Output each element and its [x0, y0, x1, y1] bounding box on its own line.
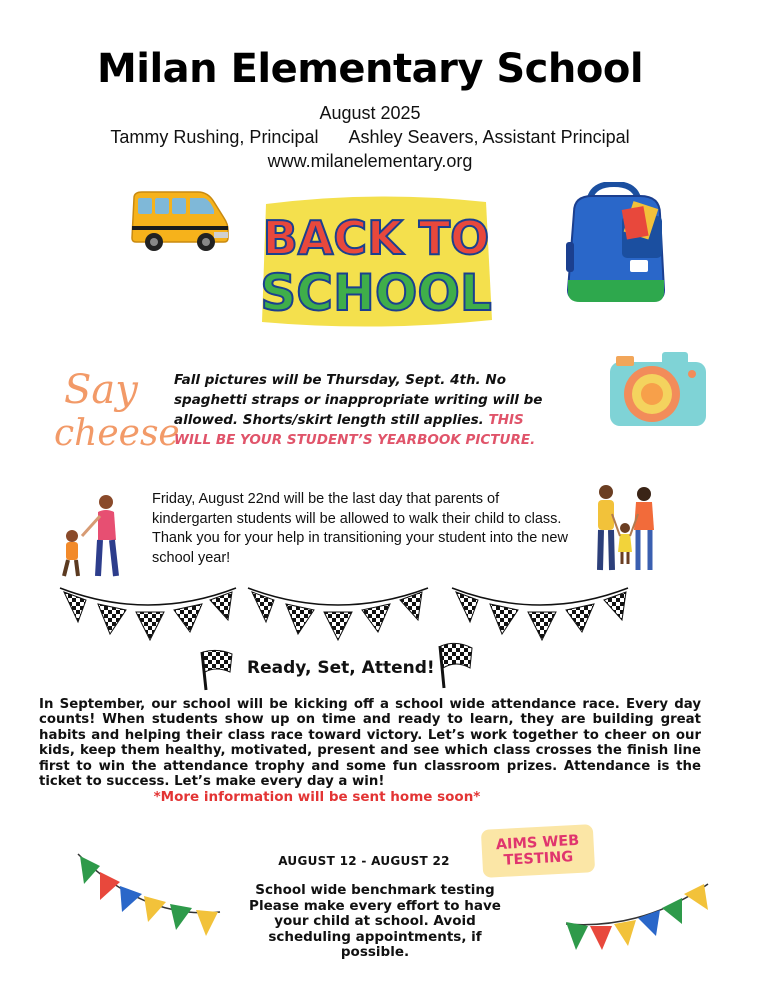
school-text: SCHOOL — [260, 264, 492, 322]
family-icon — [590, 484, 662, 574]
school-bus-icon — [128, 188, 232, 254]
pictures-notice-text: Fall pictures will be Thursday, Sept. 4th. No spaghetti straps or inappropriate writing will be allowed. Shorts/skirt length still applies. — [174, 372, 543, 428]
principal-name: Tammy Rushing, Principal — [110, 127, 319, 147]
newsletter-date: August 2025 — [319, 103, 421, 123]
camera-icon — [606, 346, 710, 430]
page-title: Milan Elementary School — [96, 46, 644, 92]
aims-web-badge — [481, 824, 595, 878]
assistant-principal-name: Ashley Seavers, Assistant Principal — [348, 127, 630, 147]
school-website: www.milanelementary.org — [267, 151, 473, 171]
testing-text: TESTING — [503, 849, 574, 869]
testing-body: School wide benchmark testing Please make every effort to have your child at school. Avoid scheduling appointments, if possible. — [249, 882, 501, 960]
back-to-school-graphic — [256, 194, 496, 330]
colored-bunting-right — [562, 880, 712, 956]
pictures-notice — [174, 370, 564, 450]
say-cheese-graphic — [48, 367, 180, 466]
say-text: Say — [64, 367, 138, 413]
more-info-note: *More information will be sent home soon* — [153, 789, 481, 805]
attendance-body: In September, our school will be kicking off a school wide attendance race. Every day counts! When students show up on time and ready to learn, they are building great habits and helping their class race toward victory. Let’s work together to cheer on our kids, keep them healthy, motivated, present and see which class crosses the finish line first to win the attendance trophy and some fun classroom prizes. Attendance is the ticket to success. Let’s make every day a win! — [39, 697, 701, 790]
attendance-heading: Ready, Set, Attend! — [247, 658, 435, 678]
yearbook-highlight: THIS WILL BE YOUR STUDENT’S YEARBOOK PICTURE. — [174, 412, 536, 448]
kindergarten-notice: Friday, August 22nd will be the last day that parents of kindergarten students will be allowed to walk their child to class. Thank you for your help in transitioning your student into the new school year! — [152, 491, 568, 566]
testing-dates: AUGUST 12 - AUGUST 22 — [278, 854, 450, 868]
aims-web-text: AIMS WEB — [495, 832, 580, 854]
staff-line — [0, 127, 740, 148]
cheese-text: cheese — [54, 413, 180, 454]
colored-bunting-left — [74, 850, 224, 946]
checkered-bunting — [56, 582, 636, 652]
parent-walking-child-icon — [54, 490, 130, 580]
back-to-text: BACK TO — [262, 211, 490, 265]
checkered-flag-right-icon — [432, 640, 476, 690]
checkered-flag-left-icon — [196, 648, 236, 692]
backpack-icon — [560, 182, 672, 308]
